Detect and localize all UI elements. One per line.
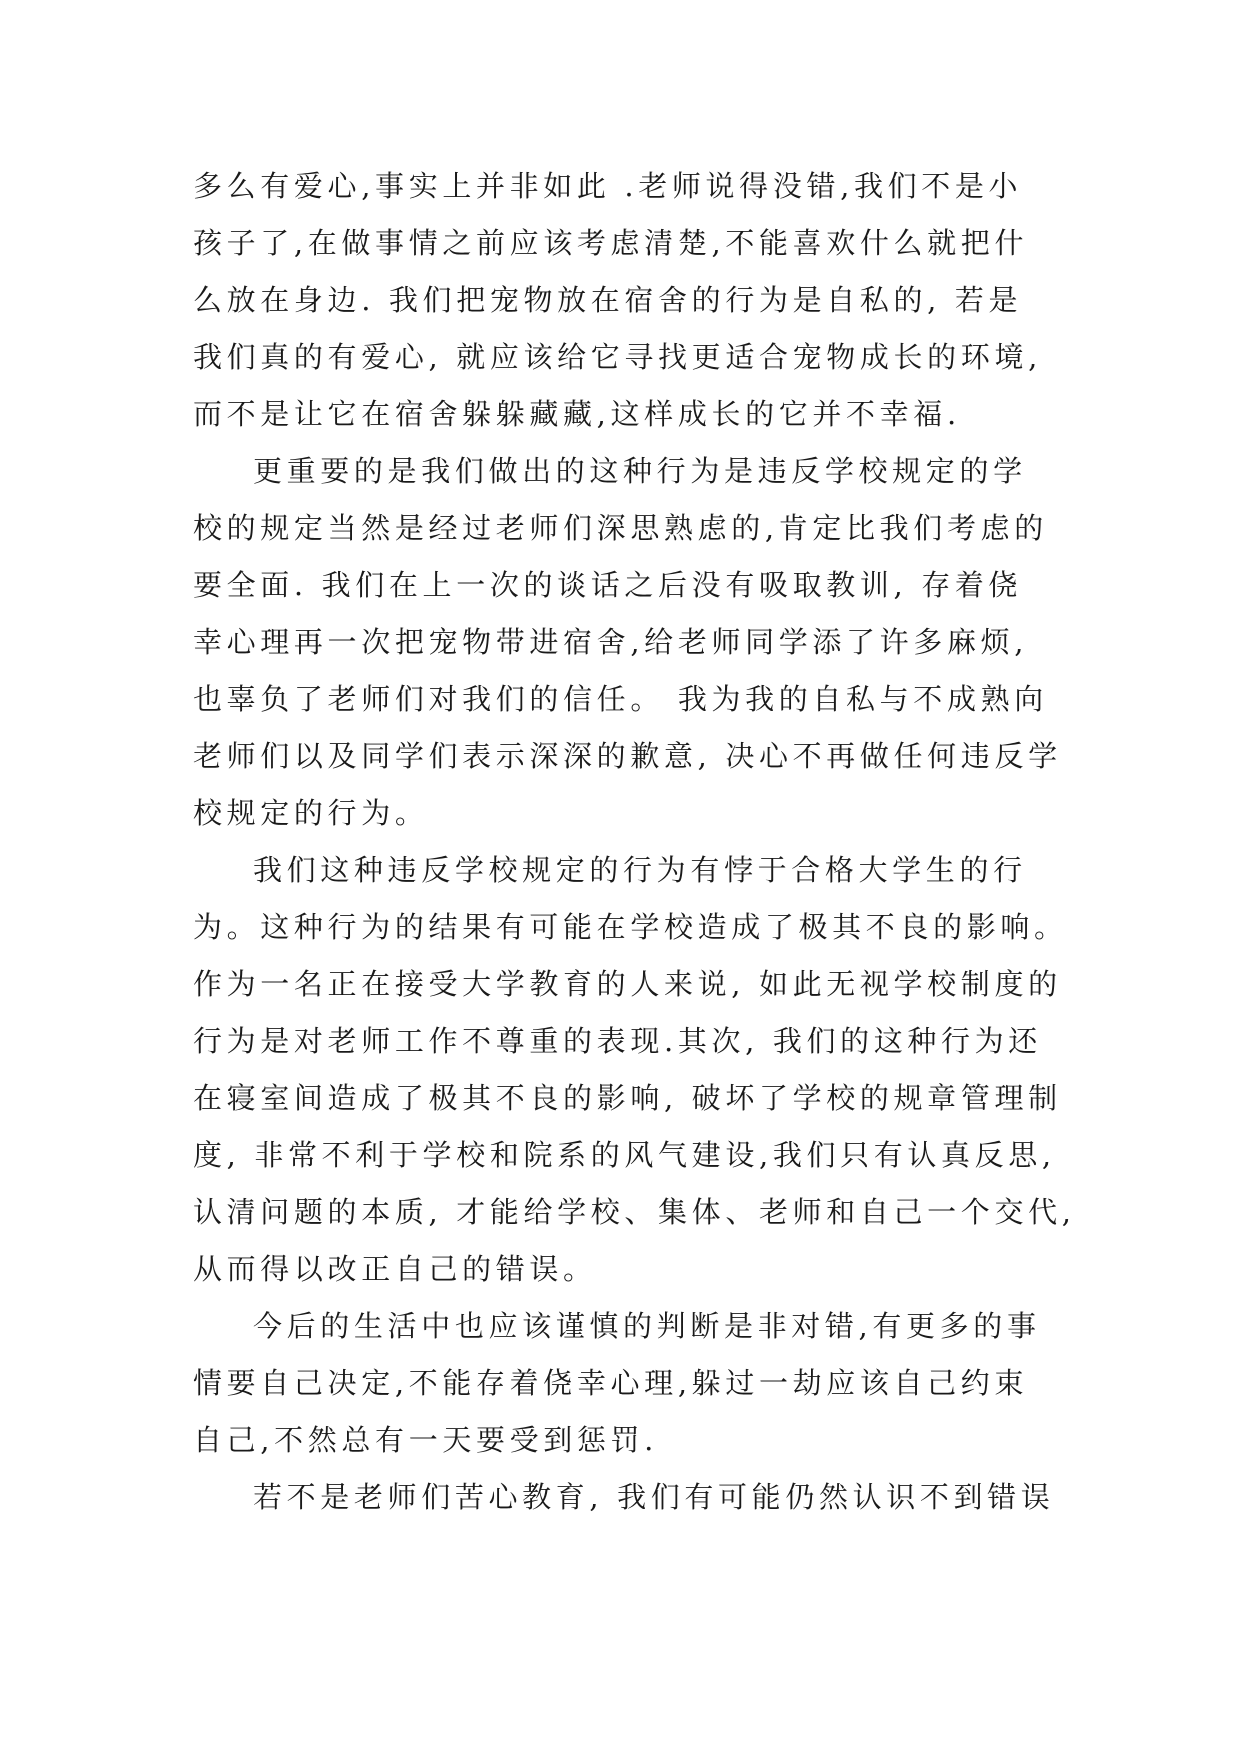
text-line: 孩子了,在做事情之前应该考虑清楚,不能喜欢什么就把什: [193, 226, 1029, 260]
text-line: 更重要的是我们做出的这种行为是违反学校规定的学: [253, 454, 1027, 488]
text-line: 自己,不然总有一天要受到惩罚.: [193, 1423, 659, 1457]
text-line: 老师们以及同学们表示深深的歉意, 决心不再做任何违反学: [193, 739, 1062, 773]
text-line: 么放在身边. 我们把宠物放在宿舍的行为是自私的, 若是: [193, 283, 1023, 317]
text-line: 情要自己决定,不能存着侥幸心理,躲过一劫应该自己约束: [193, 1366, 1029, 1400]
text-line: 度, 非常不利于学校和院系的风气建设,我们只有认真反思,: [193, 1138, 1056, 1172]
paragraph-2: [193, 443, 1062, 842]
text-line: 校规定的行为。: [193, 796, 429, 830]
text-line: 若不是老师们苦心教育, 我们有可能仍然认识不到错误: [253, 1480, 1055, 1514]
text-line: 作为一名正在接受大学教育的人来说, 如此无视学校制度的: [193, 967, 1062, 1001]
paragraph-5: [193, 1469, 1055, 1526]
text-line: 我们真的有爱心, 就应该给它寻找更适合宠物成长的环境,: [193, 340, 1042, 374]
text-line: 为。这种行为的结果有可能在学校造成了极其不良的影响。: [193, 910, 1068, 944]
text-line: 多么有爱心,事实上并非如此 .老师说得没错,我们不是小: [193, 169, 1023, 203]
text-line: 幸心理再一次把宠物带进宿舍,给老师同学添了许多麻烦,: [193, 625, 1029, 659]
paragraph-3: [193, 842, 1076, 1298]
document-body: [193, 158, 1076, 1526]
text-line: 在寝室间造成了极其不良的影响, 破坏了学校的规章管理制: [193, 1081, 1062, 1115]
text-line: 要全面. 我们在上一次的谈话之后没有吸取教训, 存着侥: [193, 568, 1023, 602]
text-line: 行为是对老师工作不尊重的表现.其次, 我们的这种行为还: [193, 1024, 1042, 1058]
text-line: 而不是让它在宿舍躲躲藏藏,这样成长的它并不幸福.: [193, 397, 961, 431]
text-line: 今后的生活中也应该谨慎的判断是非对错,有更多的事: [253, 1309, 1041, 1343]
text-line: 认清问题的本质, 才能给学校、集体、老师和自己一个交代,: [193, 1195, 1076, 1229]
text-line: 也辜负了老师们对我们的信任。 我为我的自私与不成熟向: [193, 682, 1048, 716]
paragraph-1: [193, 158, 1049, 443]
text-line: 校的规定当然是经过老师们深思熟虑的,肯定比我们考虑的: [193, 511, 1048, 545]
text-line: 我们这种违反学校规定的行为有悖于合格大学生的行: [253, 853, 1027, 887]
paragraph-4: [193, 1298, 1049, 1469]
text-line: 从而得以改正自己的错误。: [193, 1252, 597, 1286]
